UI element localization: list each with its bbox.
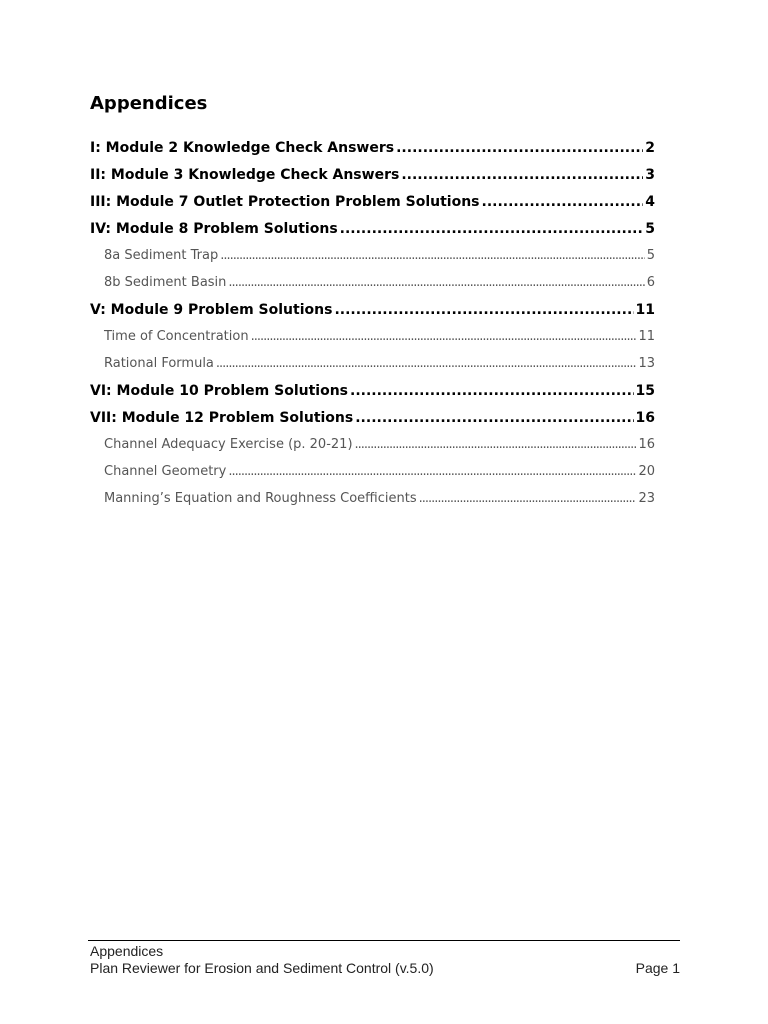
toc-subentry[interactable] — [90, 356, 655, 383]
toc-entry-page: 13 — [638, 356, 655, 371]
toc-entry-title: I: Module 2 Knowledge Check Answers — [90, 140, 395, 156]
toc-subentry[interactable] — [90, 464, 655, 491]
toc-dot-leader — [419, 492, 637, 505]
toc-dot-leader — [220, 249, 645, 262]
footer-page-number: Page 1 — [635, 960, 680, 976]
toc-entry-title: Manning’s Equation and Roughness Coefficients — [104, 491, 417, 506]
toc-entry-title: Channel Adequacy Exercise (p. 20-21) — [104, 437, 353, 452]
toc-entry-page: 20 — [638, 464, 655, 479]
toc-dot-leader — [482, 195, 644, 209]
toc-subentry[interactable] — [90, 329, 655, 356]
footer-document-title: Plan Reviewer for Erosion and Sediment Control (v.5.0) — [90, 960, 434, 976]
toc-dot-leader — [396, 141, 643, 155]
table-of-contents — [90, 140, 655, 518]
toc-entry-title: VII: Module 12 Problem Solutions — [90, 410, 354, 426]
toc-entry[interactable] — [90, 194, 655, 221]
toc-dot-leader — [216, 357, 637, 370]
toc-entry-page: 11 — [635, 302, 655, 318]
toc-entry-page: 4 — [645, 194, 655, 210]
toc-entry-page: 16 — [638, 437, 655, 452]
toc-entry-title: Time of Concentration — [104, 329, 249, 344]
toc-entry[interactable] — [90, 302, 655, 329]
toc-dot-leader — [228, 465, 636, 478]
toc-entry[interactable] — [90, 383, 655, 410]
page-heading: Appendices — [90, 93, 208, 114]
toc-entry-title: III: Module 7 Outlet Protection Problem Solutions — [90, 194, 480, 210]
toc-entry-title: II: Module 3 Knowledge Check Answers — [90, 167, 400, 183]
toc-entry[interactable] — [90, 167, 655, 194]
toc-entry-page: 15 — [635, 383, 655, 399]
toc-subentry[interactable] — [90, 491, 655, 518]
footer-section-row — [90, 943, 680, 960]
toc-dot-leader — [355, 438, 637, 451]
footer-section-name: Appendices — [90, 943, 164, 959]
toc-subentry[interactable] — [90, 437, 655, 464]
toc-dot-leader — [401, 168, 643, 182]
toc-entry-page: 2 — [645, 140, 655, 156]
toc-dot-leader — [251, 330, 637, 343]
toc-entry-title: 8b Sediment Basin — [104, 275, 227, 290]
toc-dot-leader — [334, 303, 633, 317]
footer-divider — [88, 940, 680, 941]
toc-entry-page: 16 — [635, 410, 655, 426]
toc-entry-title: V: Module 9 Problem Solutions — [90, 302, 333, 318]
toc-dot-leader — [350, 384, 634, 398]
toc-entry-title: Channel Geometry — [104, 464, 227, 479]
toc-dot-leader — [228, 276, 644, 289]
toc-entry-page: 5 — [645, 221, 655, 237]
toc-entry[interactable] — [90, 221, 655, 248]
toc-entry-title: Rational Formula — [104, 356, 214, 371]
toc-entry[interactable] — [90, 410, 655, 437]
page-footer — [90, 943, 680, 977]
toc-entry-page: 5 — [646, 248, 655, 263]
toc-entry-title: VI: Module 10 Problem Solutions — [90, 383, 349, 399]
toc-entry[interactable] — [90, 140, 655, 167]
toc-subentry[interactable] — [90, 275, 655, 302]
toc-subentry[interactable] — [90, 248, 655, 275]
toc-dot-leader — [355, 411, 633, 425]
toc-dot-leader — [340, 222, 644, 236]
toc-entry-page: 23 — [638, 491, 655, 506]
toc-entry-page: 11 — [638, 329, 655, 344]
toc-entry-title: IV: Module 8 Problem Solutions — [90, 221, 338, 237]
toc-entry-page: 6 — [646, 275, 655, 290]
toc-entry-page: 3 — [645, 167, 655, 183]
toc-entry-title: 8a Sediment Trap — [104, 248, 219, 263]
footer-document-row — [90, 960, 680, 977]
